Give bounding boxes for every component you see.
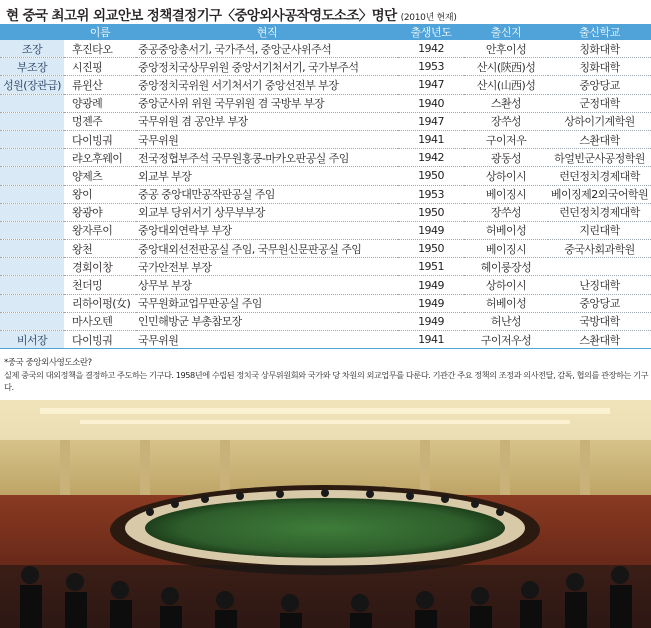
- birthplace-cell: 광동성: [464, 149, 548, 167]
- role-cell: [0, 203, 64, 221]
- name-cell: 후진타오: [64, 40, 136, 58]
- role-cell: [0, 221, 64, 239]
- birthplace-cell: 장쑤성: [464, 112, 548, 130]
- position-cell: 국가안전부 부장: [136, 258, 398, 276]
- birth-year-cell: 1947: [398, 76, 464, 94]
- school-cell: 국방대학: [548, 312, 651, 330]
- role-cell: [0, 294, 64, 312]
- birthplace-cell: 구이저우성: [464, 331, 548, 349]
- role-cell: 조장: [0, 40, 64, 58]
- role-cell: [0, 258, 64, 276]
- birthplace-cell: 스촨성: [464, 94, 548, 112]
- table-row: [0, 276, 651, 294]
- birthplace-cell: 상하이시: [464, 167, 548, 185]
- birth-year-cell: 1942: [398, 149, 464, 167]
- birth-year-cell: 1949: [398, 221, 464, 239]
- birthplace-cell: 구이저우: [464, 130, 548, 148]
- name-cell: 류윈산: [64, 76, 136, 94]
- table-row: [0, 331, 651, 349]
- role-cell: [0, 185, 64, 203]
- birth-year-cell: 1949: [398, 294, 464, 312]
- birth-year-cell: 1950: [398, 203, 464, 221]
- birth-year-cell: 1950: [398, 240, 464, 258]
- role-cell: [0, 149, 64, 167]
- name-cell: 왕자루이: [64, 221, 136, 239]
- birthplace-cell: 베이징시: [464, 240, 548, 258]
- name-cell: 양제츠: [64, 167, 136, 185]
- role-cell: [0, 167, 64, 185]
- birth-year-cell: 1951: [398, 258, 464, 276]
- school-cell: 군정대학: [548, 94, 651, 112]
- school-cell: 중앙당교: [548, 76, 651, 94]
- position-cell: 외교부 부장: [136, 167, 398, 185]
- name-cell: 왕광야: [64, 203, 136, 221]
- name-cell: 다이빙궈: [64, 130, 136, 148]
- role-cell: [0, 94, 64, 112]
- explanatory-note: [4, 357, 649, 393]
- header-school: 출신학교: [548, 24, 651, 40]
- birth-year-cell: 1949: [398, 312, 464, 330]
- birthplace-cell: 허난성: [464, 312, 548, 330]
- birth-year-cell: 1947: [398, 112, 464, 130]
- school-cell: [548, 258, 651, 276]
- name-cell: 천더밍: [64, 276, 136, 294]
- birthplace-cell: 허베이성: [464, 294, 548, 312]
- school-cell: 칭화대학: [548, 58, 651, 76]
- name-cell: 마사오텐: [64, 312, 136, 330]
- table-row: [0, 185, 651, 203]
- role-cell: [0, 312, 64, 330]
- table-row: [0, 149, 651, 167]
- school-cell: 칭화대학: [548, 40, 651, 58]
- position-cell: 중앙군사위 위원 국무위원 겸 국방부 부장: [136, 94, 398, 112]
- birthplace-cell: 산시(陝西)성: [464, 58, 548, 76]
- birthplace-cell: 헤이룽장성: [464, 258, 548, 276]
- birth-year-cell: 1949: [398, 276, 464, 294]
- conference-photo: [0, 400, 651, 628]
- header-birth-year: 출생년도: [398, 24, 464, 40]
- position-cell: 중앙정치국상무위원 중앙서기처서기, 국가부주석: [136, 58, 398, 76]
- header-name: 이름: [64, 24, 136, 40]
- table-row: [0, 203, 651, 221]
- position-cell: 중앙대외연락부 부장: [136, 221, 398, 239]
- birth-year-cell: 1942: [398, 40, 464, 58]
- position-cell: 국무원화교업무판공실 주임: [136, 294, 398, 312]
- position-cell: 중앙정치국위원 서기처서기 중앙선전부 부장: [136, 76, 398, 94]
- school-cell: 런던정치경제대학: [548, 203, 651, 221]
- role-cell: [0, 240, 64, 258]
- role-cell: [0, 276, 64, 294]
- role-cell: 비서장: [0, 331, 64, 349]
- name-cell: 왕이: [64, 185, 136, 203]
- position-cell: 중앙대외선전판공실 주임, 국무원신문판공실 주임: [136, 240, 398, 258]
- table-header-row: [0, 24, 651, 40]
- birth-year-cell: 1953: [398, 58, 464, 76]
- name-cell: 왕천: [64, 240, 136, 258]
- position-cell: 상무부 부장: [136, 276, 398, 294]
- table-row: [0, 258, 651, 276]
- table-row: [0, 312, 651, 330]
- table-row: [0, 58, 651, 76]
- position-cell: 중공중앙총서기, 국가주석, 중앙군사위주석: [136, 40, 398, 58]
- birthplace-cell: 상하이시: [464, 276, 548, 294]
- name-cell: 멍젠주: [64, 112, 136, 130]
- birth-year-cell: 1941: [398, 331, 464, 349]
- page-title: [6, 4, 457, 24]
- position-cell: 국무위원 겸 공안부 부장: [136, 112, 398, 130]
- table-row: [0, 240, 651, 258]
- table-row: [0, 130, 651, 148]
- position-cell: 국무위원: [136, 130, 398, 148]
- table-row: [0, 221, 651, 239]
- header-position: 현직: [136, 24, 398, 40]
- position-cell: 외교부 당위서기 상무부부장: [136, 203, 398, 221]
- table-row: [0, 76, 651, 94]
- birth-year-cell: 1953: [398, 185, 464, 203]
- name-cell: 다이빙궈: [64, 331, 136, 349]
- header-birthplace: 출신지: [464, 24, 548, 40]
- birthplace-cell: 허베이성: [464, 221, 548, 239]
- school-cell: 하얼빈군사공정학원: [548, 149, 651, 167]
- table-row: [0, 94, 651, 112]
- school-cell: 스촨대학: [548, 331, 651, 349]
- position-cell: 중공 중앙대만공작판공실 주임: [136, 185, 398, 203]
- birthplace-cell: 베이징시: [464, 185, 548, 203]
- table-row: [0, 40, 651, 58]
- name-cell: 리하이펑(女): [64, 294, 136, 312]
- table-row: [0, 294, 651, 312]
- table-row: [0, 167, 651, 185]
- note-text: 실제 중국의 대외정책을 결정하고 주도하는 기구다. 1958년에 수립된 정치국 상무위원회와 국가와 당 차원의 외교업무를 다룬다. 기관간 주요 정책의 조정과 의사전달, 감독, 협의를 관장하는 기구다.: [4, 370, 649, 392]
- school-cell: 스촨대학: [548, 130, 651, 148]
- school-cell: 난징대학: [548, 276, 651, 294]
- position-cell: 인민해방군 부총참모장: [136, 312, 398, 330]
- role-cell: [0, 112, 64, 130]
- title-main: 현 중국 최고위 외교안보 정책결정기구〈중앙외사공작영도소조〉명단: [6, 8, 397, 24]
- name-cell: 양광례: [64, 94, 136, 112]
- position-cell: 전국정협부주석 국무원홍콩-마카오판공실 주임: [136, 149, 398, 167]
- school-cell: 지린대학: [548, 221, 651, 239]
- role-cell: [0, 130, 64, 148]
- header-role: [0, 24, 64, 40]
- school-cell: 중국사회과학원: [548, 240, 651, 258]
- name-cell: 랴오후웨이: [64, 149, 136, 167]
- role-cell: 부조장: [0, 58, 64, 76]
- birth-year-cell: 1950: [398, 167, 464, 185]
- name-cell: 시진핑: [64, 58, 136, 76]
- school-cell: 중앙당교: [548, 294, 651, 312]
- school-cell: 베이징제2외국어학원: [548, 185, 651, 203]
- role-cell: 성원(장관급): [0, 76, 64, 94]
- title-subtitle: (2010년 현재): [400, 13, 457, 23]
- birthplace-cell: 산시(山西)성: [464, 76, 548, 94]
- roster-table: [0, 24, 651, 349]
- position-cell: 국무위원: [136, 331, 398, 349]
- name-cell: 경회이창: [64, 258, 136, 276]
- note-question: *중국 중앙외사영도소란?: [4, 358, 92, 368]
- conference-hall-illustration: [0, 400, 651, 628]
- table-row: [0, 112, 651, 130]
- birth-year-cell: 1941: [398, 130, 464, 148]
- birth-year-cell: 1940: [398, 94, 464, 112]
- birthplace-cell: 장쑤성: [464, 203, 548, 221]
- birthplace-cell: 안후이성: [464, 40, 548, 58]
- school-cell: 상하이기계학원: [548, 112, 651, 130]
- school-cell: 런던정치경제대학: [548, 167, 651, 185]
